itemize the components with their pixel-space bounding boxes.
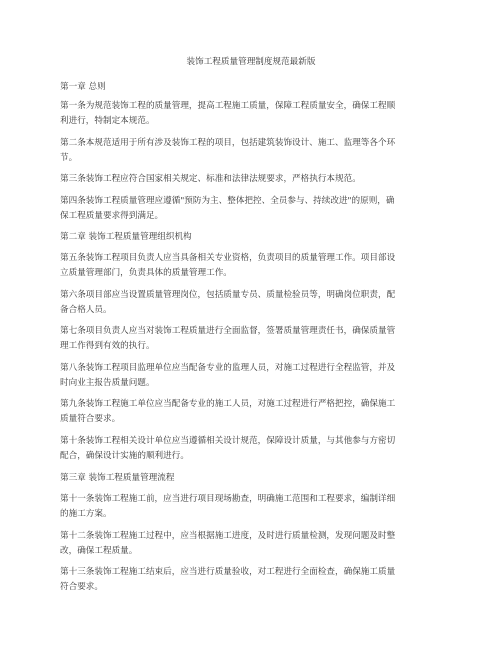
paragraph-line: 第十条装饰工程相关设计单位应当遵循相关设计规范，保障设计质量，与其他参与方密切 — [60, 436, 396, 446]
paragraph-line: 第三条装饰工程应符合国家相关规定、标准和法律法规要求，严格执行本规范。 — [60, 174, 361, 184]
chapter-heading: 第一章 总则 — [60, 82, 106, 92]
paragraph-line: 第七条项目负责人应当对装饰工程质量进行全面监督，签署质量管理责任书，确保质量管 — [60, 326, 396, 336]
chapter-heading: 第三章 装饰工程质量管理流程 — [60, 473, 175, 483]
paragraph-line: 第八条装饰工程项目监理单位应当配备专业的监理人员，对施工过程进行全程监管，并及 — [60, 363, 396, 373]
paragraph-line: 备合格人员。 — [60, 305, 112, 315]
paragraph-line: 利进行，特制定本规范。 — [60, 116, 155, 126]
paragraph-line: 节。 — [60, 153, 78, 163]
paragraph-line: 第十一条装饰工程施工前，应当进行项目现场勘查，明确施工范围和工程要求，编制详细 — [60, 494, 396, 504]
paragraph-line: 改，确保工程质量。 — [60, 546, 138, 556]
paragraph-line: 立质量管理部门，负责具体的质量管理工作。 — [60, 268, 232, 278]
paragraph-line: 第十三条装饰工程施工结束后，应当进行质量验收，对工程进行全面检查，确保施工质量 — [60, 567, 396, 577]
chapter-heading: 第二章 装饰工程质量管理组织机构 — [60, 232, 192, 242]
paragraph-line: 的施工方案。 — [60, 509, 112, 519]
paragraph-line: 第一条为规范装饰工程的质量管理，提高工程施工质量，保障工程质量安全，确保工程顺 — [60, 101, 396, 111]
paragraph-line: 时向业主报告质量问题。 — [60, 378, 155, 388]
paragraph-line: 第六条项目部应当设置质量管理岗位，包括质量专员、质量检验员等，明确岗位职责，配 — [60, 290, 396, 300]
paragraph-line: 第二条本规范适用于所有涉及装饰工程的项目，包括建筑装饰设计、施工、监理等各个环 — [60, 138, 396, 148]
paragraph-line: 保工程质量要求得到满足。 — [60, 211, 164, 221]
paragraph-line: 第九条装饰工程施工单位应当配备专业的施工人员，对施工过程进行严格把控，确保施工 — [60, 399, 396, 409]
paragraph-line: 理工作得到有效的执行。 — [60, 341, 155, 351]
paragraph-line: 符合要求。 — [60, 582, 103, 592]
paragraph-line: 第十二条装饰工程施工过程中，应当根据施工进度，及时进行质量检测，发现问题及时整 — [60, 531, 396, 541]
document-title: 装饰工程质量管理制度规范最新版 — [186, 57, 316, 67]
paragraph-line: 质量符合要求。 — [60, 414, 121, 424]
paragraph-line: 第四条装饰工程质量管理应遵循"预防为主、整体把控、全员参与、持续改进"的原则，确 — [60, 196, 395, 206]
paragraph-line: 第五条装饰工程项目负责人应当具备相关专业资格，负责项目的质量管理工作。项目部设 — [60, 253, 396, 263]
paragraph-line: 配合，确保设计实施的顺利进行。 — [60, 451, 189, 461]
